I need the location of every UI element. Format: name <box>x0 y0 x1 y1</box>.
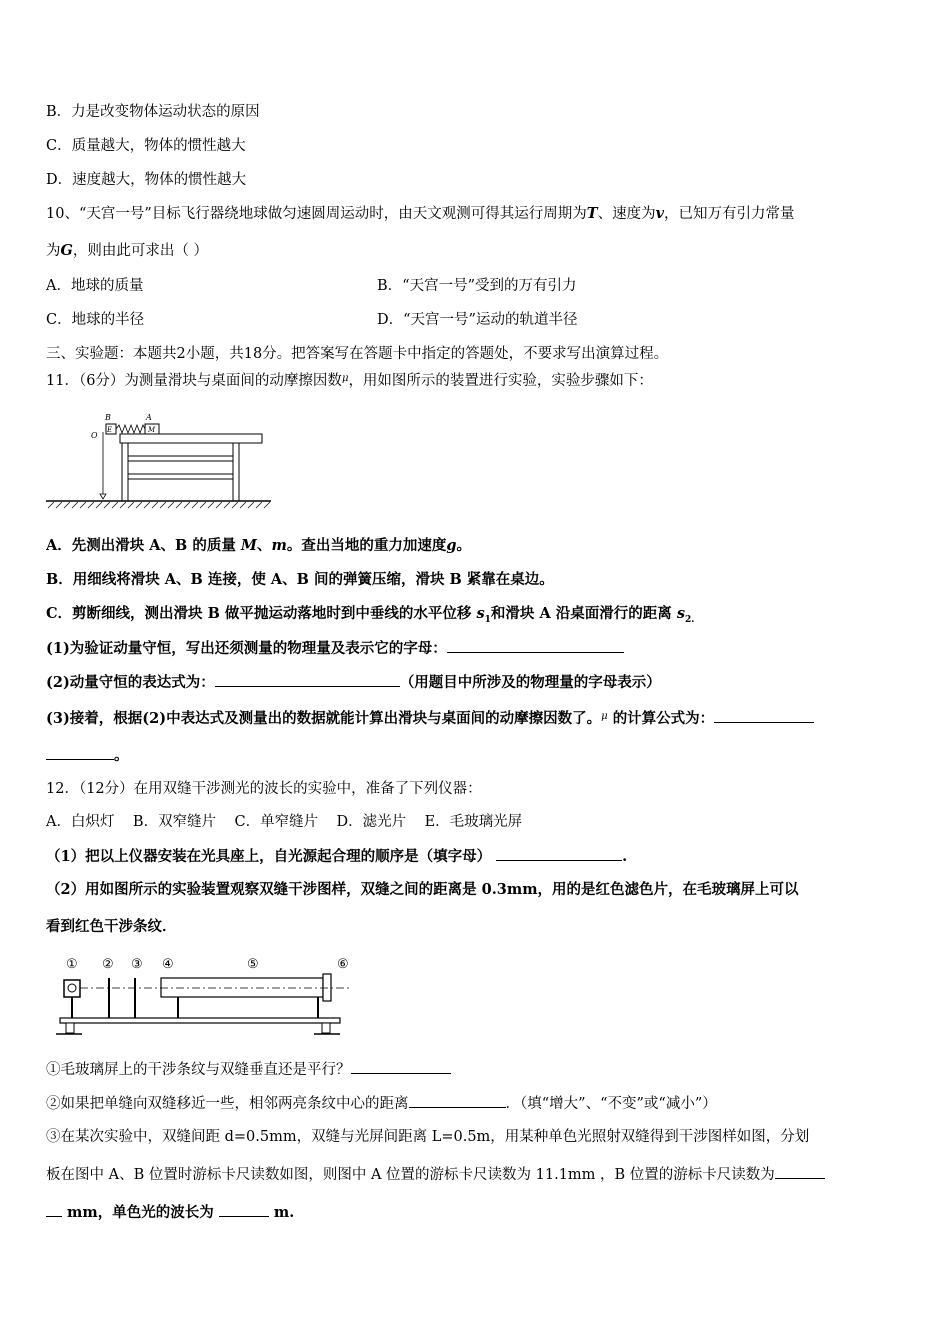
label-1: ① <box>66 957 78 972</box>
q10-option-c: C．地球的半径 <box>46 312 145 328</box>
q12-optical-bench-figure <box>52 952 357 1038</box>
q9-option-d: D．速度越大，物体的惯性越大 <box>46 172 247 188</box>
lens-tube <box>161 978 323 997</box>
q12-options: A．白炽灯 B．双窄缝片 C．单窄缝片 D．滤光片 E．毛玻璃光屏 <box>46 814 523 830</box>
q11-answer-blank-1[interactable] <box>447 638 624 653</box>
q12-answer-blank-1[interactable] <box>496 846 622 861</box>
spring <box>116 425 145 433</box>
q10-option-b: B．“天宫一号”受到的万有引力 <box>377 278 577 294</box>
q11-apparatus-figure <box>46 408 276 512</box>
label-4: ④ <box>162 957 174 972</box>
q10-stem-line1: 10、“天宫一号”目标飞行器绕地球做匀速圆周运动时，由天文观测可得其运行周期为T、速度为v，已知万有引力常量 <box>46 205 795 222</box>
q11-part-1: (1)为验证动量守恒，写出还须测量的物理量及表示它的字母： <box>46 638 624 659</box>
label-o: O <box>91 431 98 440</box>
q12-answer-blank-5[interactable] <box>219 1202 269 1217</box>
q10-option-d: D．“天宫一号”运动的轨道半径 <box>377 312 578 328</box>
label-3: ③ <box>131 957 143 972</box>
section-3-heading: 三、实验题：本题共2小题，共18分。把答案写在答题卡中指定的答题处，不要求写出演算过程。 <box>46 346 669 362</box>
label-e: E <box>107 426 113 434</box>
q12-answer-blank-3[interactable] <box>409 1093 506 1108</box>
q12-c3-line1: ③在某次实验中，双缝间距 d=0.5mm，双缝与光屏间距离 L=0.5m，用某种单色光照射双缝得到干涉图样如图，分划 <box>46 1129 810 1145</box>
q11-part-3: (3)接着，根据(2)中表达式及测量出的数据就能计算出滑块与桌面间的动摩擦因数了。$^\mu$ 的计算公式为： <box>46 707 814 729</box>
q12-part-1: （1）把以上仪器安装在光具座上，自光源起合理的顺序是（填字母） . <box>46 848 628 865</box>
q11-stem: 11．（6分）为测量滑块与桌面间的动摩擦因数$^\mu$，用如图所示的装置进行实验，实验步骤如下： <box>46 373 653 389</box>
q11-answer-blank-2[interactable] <box>215 672 400 687</box>
label-2: ② <box>102 957 114 972</box>
q11-step-c: C．剪断细线，测出滑块 B 做平抛运动落地时到中垂线的水平位移 $s_1$和滑块 A 沿桌面滑行的距离 $s_{2.}$ <box>46 605 695 625</box>
q11-part-2: (2)动量守恒的表达式为： （用题目中所涉及的物理量的字母表示） <box>46 674 661 691</box>
label-6: ⑥ <box>337 957 349 972</box>
q9-option-c: C．质量越大，物体的惯性越大 <box>46 138 246 154</box>
q12-answer-blank-2[interactable] <box>351 1059 451 1074</box>
q12-c2: ②如果把单缝向双缝移近一些，相邻两亮条纹中心的距离 ．（填“增大”、“不变”或“减小”） <box>46 1093 717 1114</box>
q9-option-b: B．力是改变物体运动状态的原因 <box>46 104 260 120</box>
bench <box>60 1018 340 1023</box>
label-b: B <box>105 413 111 422</box>
q10-option-a: A．地球的质量 <box>46 278 144 294</box>
q11-part-3-end: 。 <box>46 745 129 766</box>
q12-answer-blank-4-cont[interactable] <box>46 1202 62 1217</box>
q11-answer-blank-3[interactable] <box>714 708 814 723</box>
q12-c3-line3: mm，单色光的波长为 m. <box>46 1202 294 1223</box>
q12-c1: ①毛玻璃屏上的干涉条纹与双缝垂直还是平行？ <box>46 1059 451 1080</box>
q11-step-a: A．先测出滑块 A、B 的质量 M、m。查出当地的重力加速度g。 <box>46 537 471 554</box>
eyepiece <box>323 974 331 1001</box>
q12-part-2-line2: 看到红色干涉条纹． <box>46 918 177 935</box>
q11-step-b: B．用细线将滑块 A、B 连接，使 A、B 间的弹簧压缩，滑块 B 紧靠在桌边。 <box>46 571 554 588</box>
q10-stem-line2: 为G，则由此可求出（ ） <box>46 242 208 259</box>
label-m: M <box>148 426 156 434</box>
q11-answer-blank-3-cont[interactable] <box>46 745 114 760</box>
q12-stem: 12．（12分）在用双缝干涉测光的波长的实验中，准备了下列仪器： <box>46 781 482 797</box>
q12-c3-line2: 板在图中 A、B 位置时游标卡尺读数如图，则图中 A 位置的游标卡尺读数为 11.1mm ，B 位置的游标卡尺读数为 <box>46 1164 825 1185</box>
label-a: A <box>146 413 152 422</box>
label-5: ⑤ <box>247 957 259 972</box>
q12-part-2-line1: （2）用如图所示的实验装置观察双缝干涉图样，双缝之间的距离是 0.3mm，用的是红色滤色片，在毛玻璃屏上可以 <box>46 881 799 898</box>
q12-answer-blank-4[interactable] <box>775 1164 825 1179</box>
